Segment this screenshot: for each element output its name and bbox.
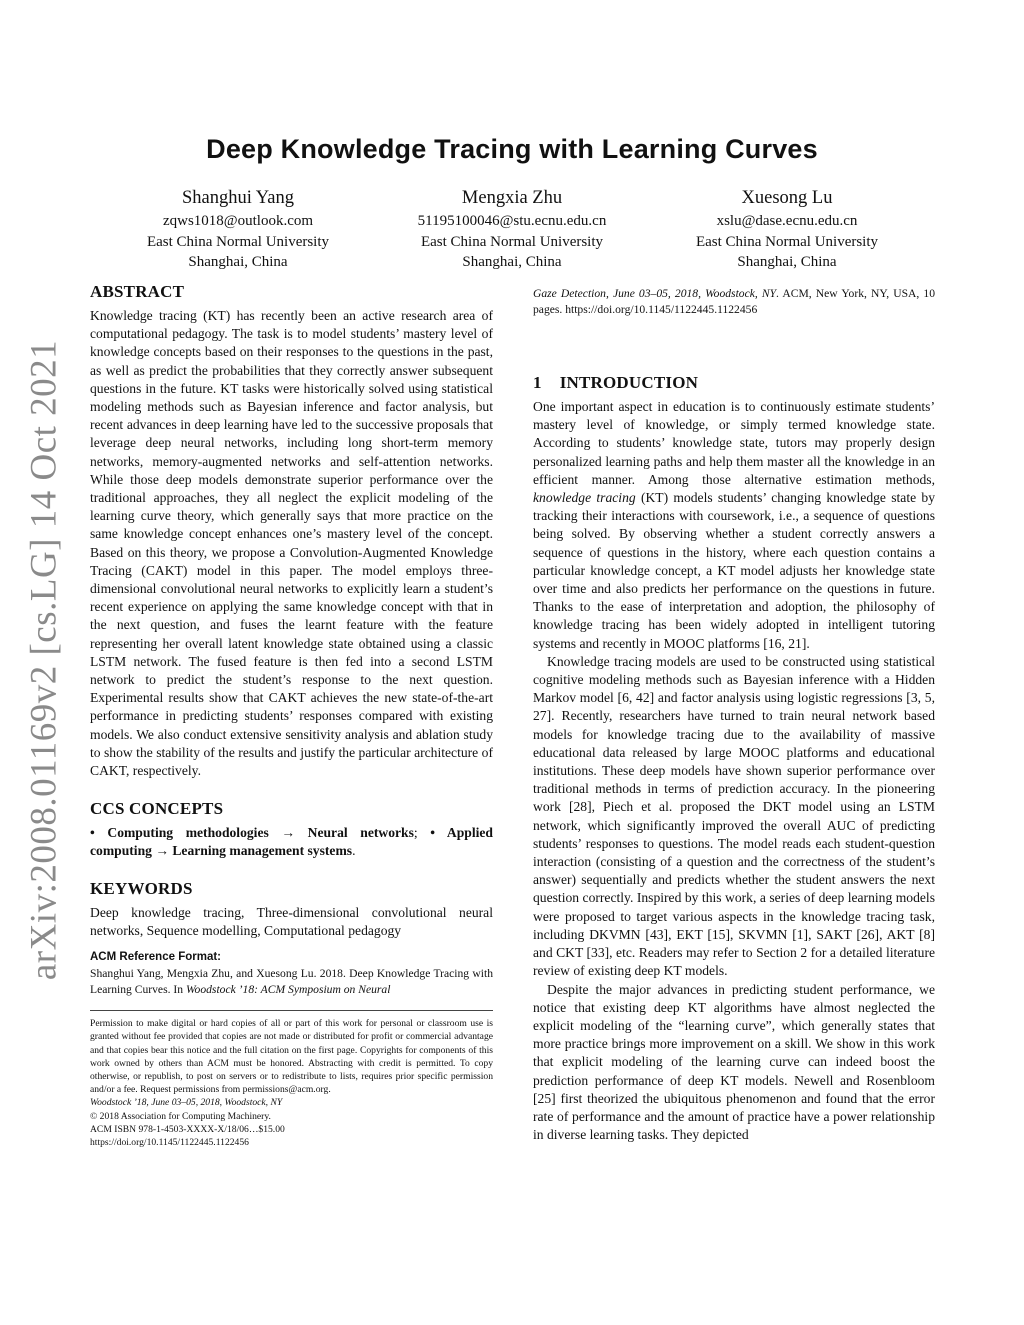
arxiv-sidebar-stamp (22, 0, 66, 1325)
author-block-2 (382, 185, 642, 273)
intro-paragraph-1 (533, 398, 935, 653)
ccs-item-1: Neural networks (307, 825, 414, 841)
reference-format-heading: ACM Reference Format: (90, 951, 221, 964)
copyright-line: © 2018 Association for Computing Machinery. (90, 1110, 271, 1122)
author-location: Shanghai, China (737, 254, 837, 270)
intro-p1-part-a: One important aspect in education is to continuously estimate students’ mastery level of knowledge, or simply termed knowledge state. According to students’ knowledge state, tutors may properly design personalized learning paths and help them master all the knowledge in an efficient manner. Among those alternative estimation methods, (533, 399, 935, 487)
author-name: Xuesong Lu (741, 188, 833, 208)
section-title: INTRODUCTION (559, 373, 699, 392)
author-block-3 (657, 185, 917, 273)
isbn-line: ACM ISBN 978-1-4503-XXXX-X/18/06…$15.00 (90, 1123, 285, 1135)
reference-venue-continued: Gaze Detection, June 03–05, 2018, Woodstock, NY (533, 287, 777, 300)
abstract-heading: ABSTRACT (90, 282, 185, 301)
author-affiliation: East China Normal University (695, 233, 879, 250)
author-affiliation: East China Normal University (420, 233, 604, 250)
author-email: zqws1018@outlook.com (162, 213, 314, 229)
reference-format-continued (533, 286, 935, 318)
doi-line: https://doi.org/10.1145/1122445.1122456 (90, 1136, 249, 1148)
section-number: 1 (533, 373, 542, 392)
ccs-arrow-2: → (155, 843, 169, 859)
author-email: xslu@dase.ecnu.edu.cn (716, 213, 858, 229)
ccs-end: . (352, 843, 356, 859)
author-name: Mengxia Zhu (461, 188, 563, 208)
author-block-1 (108, 185, 368, 273)
footnote-rule (90, 1010, 493, 1011)
introduction-heading (533, 373, 935, 393)
permission-notice: Permission to make digital or hard copies of all or part of this work for personal or classroom use is granted without fee provided that copies are not made or distributed for profit or commercial advantage and that copies bear this notice and the full citation on the first page. Copyrights for components of this work owned by others than ACM must be honored. Abstracting with credit is permitted. To copy otherwise, or republish, to post on servers or to redistribute to lists, requires prior specific permission and/or a fee. Request permissions from permissions@acm.org. (90, 1018, 493, 1096)
ccs-heading: CCS CONCEPTS (90, 799, 224, 819)
left-column (90, 282, 493, 1149)
paper-title: Deep Knowledge Tracing with Learning Curves (206, 134, 818, 164)
reference-venue: Woodstock ’18: ACM Symposium on Neural (185, 983, 391, 997)
author-name: Shanghui Yang (181, 188, 295, 208)
intro-p1-part-b: (KT) models students’ changing knowledge state by tracking their interactions with coursework, i.e., a sequence of questions being solved. By observing whether a student correctly answers a sequence of questions in the history, where each question contains a particular knowledge concept, a KT model adjusts her knowledge state over time and also predicts her performance on the questions in future. Thanks to the ease of interpretation and adoption, the philosophy of knowledge tracing has been widely adopted in intelligent tutoring systems and recently in MOOC platforms [16, 21]. (533, 490, 935, 651)
venue-line: Woodstock ’18, June 03–05, 2018, Woodstock, NY (90, 1097, 283, 1109)
keywords-text: Deep knowledge tracing, Three-dimensional convolutional neural networks, Sequence modelling, Computational pedagogy (90, 904, 493, 938)
reference-tail: . ACM, New York, NY, USA, 10 pages. https://doi.org/10.1145/1122445.1122456 (533, 287, 935, 316)
keywords-heading: KEYWORDS (90, 878, 193, 898)
arxiv-identifier: arXiv:2008.01169v2 [cs.LG] 14 Oct 2021 (23, 339, 65, 981)
ccs-bullet-2: • Applied computing (90, 825, 493, 859)
abstract-text: Knowledge tracing (KT) has recently been an active research area of computational pedagogy. The task is to model students’ mastery level of knowledge concepts based on their responses to the questions in the past, as well as predict the probabilities that they correctly answer subsequent questions in the future. KT tasks were historically solved using statistical modeling methods such as Bayesian inference and factor analysis, but recent advances in deep learning have led to the successive proposals that leverage deep neural networks, including long short-term memory networks, memory-augmented networks and self-attention networks. While those deep models demonstrate superior performance over the traditional approaches, they all neglect the explicit modeling of the learning curve theory, which generally says that more practice on the same knowledge concept enhances one’s mastery level of the concept. Based on this theory, we propose a Convolution-Augmented Knowledge Tracing (CAKT) model in this paper. The model employs three-dimensional convolutional neural networks to explicitly learn a student’s recent experience on applying the same knowledge concept with that in the next question, and fuses the learnt feature with the feature representing her overall latent knowledge state obtained using a classic LSTM network. The fused feature is then fed into a second LSTM network to predict the student’s response to the next question. Experimental results show that CAKT achieves the new state-of-the-art performance in predicting students’ responses compared with existing models. We also conduct extensive sensitivity analysis and ablation study to show the stability of the results and justify the particular architecture of CAKT, respectively. (90, 308, 493, 779)
intro-p1-term: knowledge tracing (533, 490, 636, 506)
ccs-arrow-1: → (281, 825, 295, 841)
ccs-bullet-1: • Computing methodologies (90, 825, 269, 841)
author-affiliation: East China Normal University (146, 233, 330, 250)
ccs-separator: ; (413, 825, 418, 841)
reference-format-text (90, 966, 493, 998)
intro-paragraph-2: Knowledge tracing models are used to be constructed using statistical cognitive modeling methods such as Bayesian inference with a Hidden Markov model [6, 42] and factor analysis using logistic regressions [3, 5, 27]. Recently, researchers have turned to train neural network based models for knowledge tracing due to the availability of massive educational data released by large MOOC platforms and educational institutions. These deep models have shown superior performance over traditional methods in terms of prediction accuracy. In the pioneering work [28], Piech et al. proposed the DKT model using an LSTM network, which significantly improved the overall AUC of predicting students’ responses to questions. The model reads each student-question interaction (consisting of a question and the correctness of the student’s answer) sequentially and predicts whether the student answers the next question correctly. Inspired by this work, a series of deep learning models were proposed to target various aspects in the knowledge tracing task, including DKVMN [43], EKT [15], SKVMN [1], SAKT [26], AKT [8] and CKT [33], etc. Readers may refer to Section 2 for a detailed literature review of existing deep KT models. (533, 653, 935, 979)
ccs-concepts (90, 824, 493, 860)
author-email: 51195100046@stu.ecnu.edu.cn (417, 213, 607, 229)
intro-paragraph-3: Despite the major advances in predicting student performance, we notice that existing deep KT algorithms have almost neglected the explicit modeling of the “learning curve”, which generally states that more practice brings more improvement on a skill. We show in this work that explicit modeling of the learning curve can indeed boost the prediction performance of deep KT models. Newell and Rosenbloom [25] first theorized the ubiquitous phenomenon and found that the error rate of performance and the amount of practice have a power relationship in diverse learning tasks. They depicted (533, 981, 935, 1143)
author-location: Shanghai, China (188, 254, 288, 270)
reference-citation: Shanghui Yang, Mengxia Zhu, and Xuesong Lu. 2018. Deep Knowledge Tracing with Learning Curves. In (90, 967, 493, 997)
right-column (533, 286, 935, 1144)
ccs-item-2: Learning management systems (172, 843, 353, 859)
author-location: Shanghai, China (462, 254, 562, 270)
